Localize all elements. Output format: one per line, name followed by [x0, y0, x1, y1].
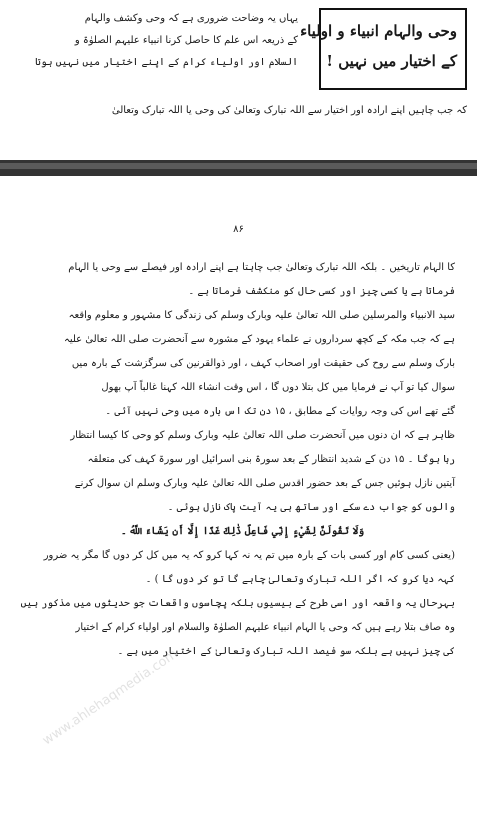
text-line: ہے کہ جب مکہ کے کچھ سرداروں نے علماء یہود کے مشورہ سے آنحضرت صلی اللہ تعالیٰ علیہ	[63, 334, 455, 345]
text-line: سوال کیا تو آپ نے فرمایا میں کل بتلا دوں گا ، اس وقت انشاء اللہ کہنا غالباً آپ بھول	[101, 382, 455, 393]
text-line: ظاہر ہے کہ ان دنوں میں آنحضرت صلی اللہ تعالیٰ علیہ وبارک وسلم کو وحی کا کیسا انتظار	[70, 430, 455, 441]
text-line: سید الانبیاء والمرسلین صلی اللہ تعالیٰ علیہ وبارک وسلم کی زندگی کا مشہور و معلوم واقعہ	[68, 310, 455, 321]
text-line: کی چیز نہیں ہے بلکہ سو فیصد اللہ تبارک وتعالیٰ کے اختیار میں ہے ۔	[117, 646, 455, 657]
text-line: بارک وسلم سے روح کی حقیقت اور اصحاب کہف ، اور ذوالقرنین کی سرگزشت کے بارہ میں	[71, 358, 455, 369]
text-line: کے ذریعہ اس علم کا حاصل کرنا انبیاء علیہم الصلوٰۃ و	[74, 35, 298, 46]
text-line: کہہ دیا کرو کہ اگر اللہ تبارک وتعالیٰ چاہے گا تو کر دوں گا ) ۔	[145, 574, 455, 585]
quran-verse: وَلَا تَقُولَنَّ لِشَيْءٍ إِنِّي فَاعِلٌ ذَٰلِكَ غَدًا إِلَّا أَن يَشَاءَ اللَّهُ ۔	[120, 526, 365, 537]
watermark: www.ahlehaqmedia.com	[40, 646, 181, 749]
page-number: ۸۶	[233, 224, 244, 235]
text-line: یہاں یہ وضاحت ضروری ہے کہ وحی وکشف والہام	[84, 13, 298, 24]
body-text	[20, 256, 455, 664]
separator-inner-stripe	[0, 163, 477, 169]
text-line: وہ صاف بتلا رہے ہیں کہ وحی یا الہام انبیاء علیہم الصلوٰۃ والسلام اور اولیاء کرام کے اختیار	[75, 622, 455, 633]
section-heading-line-1: وحی والہام انبیاء و اولیاء	[300, 22, 457, 40]
page-separator-band	[0, 160, 477, 176]
text-line: گئے تھے اس کی وجہ روایات کے مطابق ، ۱۵ دن تک اس بارہ میں وحی نہیں آئی ۔	[105, 406, 455, 417]
text-line: بہرحال یہ واقعہ اور اسی طرح کے بیسیوں بلکہ پچاسوں واقعات جو حدیثوں میں مذکور ہیں	[20, 598, 455, 609]
top-intro-paragraph	[30, 8, 298, 74]
text-line: فرماتا ہے یا کسی چیز اور کسی حال کو منکشف فرماتا ہے ۔	[188, 286, 455, 297]
text-line: والوں کو جواب دے سکے اور ساتھ ہی یہ آیت پاک نازل ہوئی ۔	[167, 502, 455, 513]
top-full-width-line: کہ جب چاہیں اپنے ارادہ اور اختیار سے اللہ تبارک وتعالیٰ کی وحی یا اللہ تبارک وتعالیٰ	[111, 105, 467, 116]
text-line: السلام اور اولیاء کرام کے اپنے اختیار میں نہیں ہوتا	[35, 57, 298, 68]
text-line: رہا ہوگا ۔ ۱۵ دن کے شدید انتظار کے بعد سورۃ بنی اسرائیل اور سورۃ کہف کی متعلقہ	[87, 454, 455, 465]
bottom-page	[0, 176, 477, 829]
top-page-fragment	[0, 0, 477, 160]
section-heading-line-2: کے اختیار میں نہیں !	[326, 52, 457, 70]
text-line: آیتیں نازل ہوئیں جس کے بعد حضور اقدس صلی اللہ تعالیٰ علیہ وبارک وسلم ان سوال کرنے	[74, 478, 455, 489]
section-heading-box	[300, 8, 467, 90]
text-line: (یعنی کسی کام اور کسی بات کے بارہ میں تم یہ نہ کہا کرو کہ یہ میں کل کر دوں گا مگر یہ ضرور	[43, 550, 455, 561]
text-line: کا الہام تاریخیں ۔ بلکہ اللہ تبارک وتعالیٰ جب چاہتا ہے اپنے ارادہ اور فیصلے سے وحی یا الہام	[68, 262, 455, 273]
